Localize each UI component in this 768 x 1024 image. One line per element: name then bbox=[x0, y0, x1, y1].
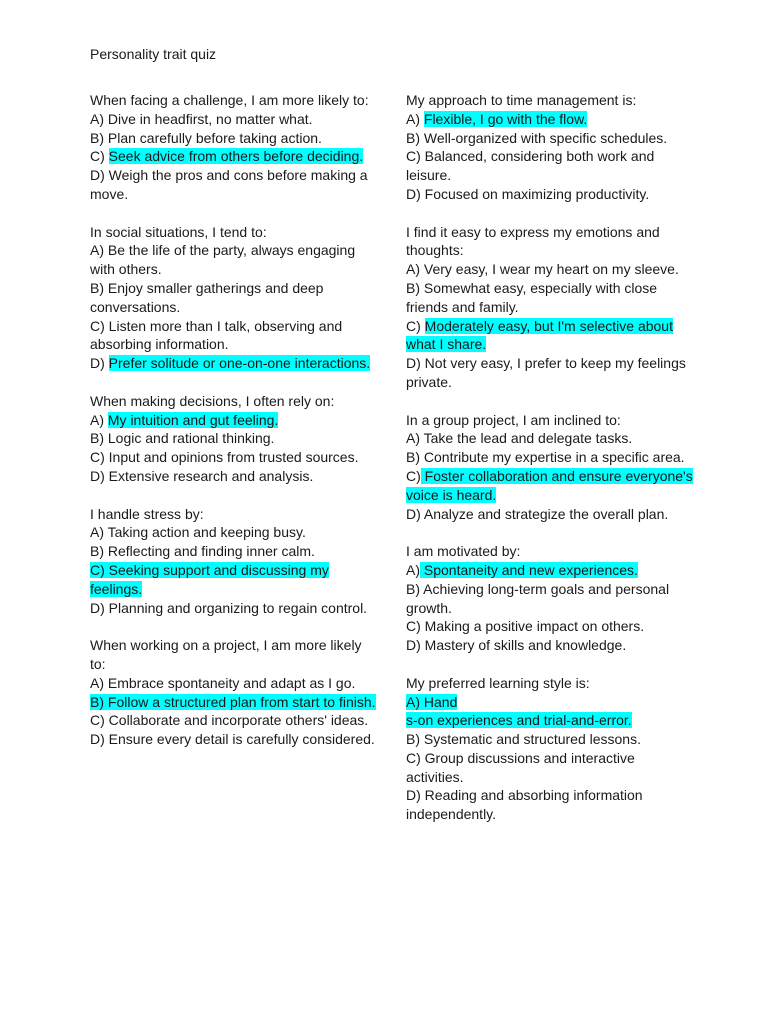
option-prefix: B) bbox=[90, 129, 108, 146]
question-block bbox=[90, 505, 376, 618]
option-prefix: B) bbox=[406, 731, 424, 748]
option-text: Weigh the pros and cons before making a move. bbox=[90, 167, 368, 202]
option-text: Well-organized with specific schedules. bbox=[423, 129, 668, 146]
option-prefix: D) bbox=[406, 185, 425, 202]
question-block bbox=[406, 223, 694, 392]
answer-option-d bbox=[406, 185, 694, 204]
option-text: Collaborate and incorporate others' ideas. bbox=[108, 712, 369, 729]
option-prefix: D) bbox=[406, 637, 425, 654]
option-text: Making a positive impact on others. bbox=[424, 618, 645, 635]
answer-option-a bbox=[406, 693, 694, 731]
answer-option-d bbox=[90, 354, 376, 373]
answer-option-c bbox=[90, 147, 376, 166]
option-prefix: B) bbox=[90, 543, 108, 560]
option-text: Reflecting and finding inner calm. bbox=[107, 543, 315, 560]
answer-option-c bbox=[406, 317, 694, 355]
answer-option-b bbox=[90, 129, 376, 148]
answer-option-c bbox=[90, 711, 376, 730]
option-prefix: A) bbox=[406, 261, 424, 278]
question-text: When making decisions, I often rely on: bbox=[90, 392, 335, 409]
option-text: Contribute my expertise in a specific area. bbox=[423, 449, 685, 466]
answer-option-d bbox=[406, 636, 694, 655]
option-prefix: D) bbox=[90, 599, 109, 616]
option-prefix: B) bbox=[406, 449, 424, 466]
option-prefix: C) bbox=[406, 317, 425, 334]
option-text: Dive in headfirst, no matter what. bbox=[107, 110, 313, 127]
option-text: Achieving long-term goals and personal growth. bbox=[406, 580, 670, 616]
highlighted-option-text: Moderately easy, but I'm selective about what I share. bbox=[406, 317, 673, 353]
quiz-column-right bbox=[406, 91, 694, 843]
answer-option-b bbox=[90, 542, 376, 561]
option-text: Listen more than I talk, observing and absorbing information. bbox=[90, 317, 343, 353]
answer-option-a bbox=[90, 241, 376, 279]
option-text: Somewhat easy, especially with close friends and family. bbox=[406, 279, 658, 315]
option-text: Take the lead and delegate tasks. bbox=[423, 430, 633, 447]
answer-option-c bbox=[406, 617, 694, 636]
answer-option-c bbox=[90, 448, 376, 467]
highlighted-option-text: Seek advice from others before deciding. bbox=[108, 148, 364, 165]
highlighted-option-text: Foster collaboration and ensure everyone's voice is heard. bbox=[406, 467, 693, 503]
answer-option-d bbox=[90, 730, 376, 749]
answer-option-b bbox=[90, 279, 376, 317]
answer-option-a bbox=[90, 523, 376, 542]
option-prefix: B) bbox=[90, 430, 108, 447]
answer-option-c bbox=[406, 467, 694, 505]
option-prefix: D) bbox=[90, 355, 109, 372]
answer-option-a bbox=[406, 429, 694, 448]
question-block bbox=[406, 542, 694, 655]
highlighted-option-text: Flexible, I go with the flow. bbox=[423, 110, 588, 127]
option-prefix: D) bbox=[406, 505, 424, 522]
option-text: Ensure every detail is carefully considered. bbox=[108, 731, 375, 748]
page-title: Personality trait quiz bbox=[90, 46, 217, 62]
option-prefix: D) bbox=[406, 787, 425, 804]
option-prefix: C) bbox=[90, 449, 109, 466]
option-prefix: C) bbox=[90, 148, 109, 165]
question-block bbox=[90, 392, 376, 486]
option-text: Very easy, I wear my heart on my sleeve. bbox=[423, 261, 679, 278]
option-text: Be the life of the party, always engaging with others. bbox=[90, 242, 356, 278]
answer-option-a bbox=[406, 561, 694, 580]
question-text: My preferred learning style is: bbox=[406, 674, 590, 691]
answer-option-b bbox=[406, 730, 694, 749]
question-text: When working on a project, I am more likely to: bbox=[90, 637, 362, 672]
option-text: Reading and absorbing information independently. bbox=[406, 787, 643, 823]
option-prefix: A) bbox=[90, 242, 108, 259]
quiz-column-left bbox=[90, 91, 376, 768]
option-text: Systematic and structured lessons. bbox=[423, 731, 641, 748]
question-block bbox=[90, 91, 376, 204]
option-text: Not very easy, I prefer to keep my feelings private. bbox=[406, 355, 686, 390]
question-text: I handle stress by: bbox=[90, 505, 204, 522]
option-prefix: C) bbox=[90, 712, 109, 729]
option-prefix: D) bbox=[406, 355, 425, 372]
option-text: Group discussions and interactive activities. bbox=[406, 749, 635, 785]
option-text: Analyze and strategize the overall plan. bbox=[423, 505, 669, 522]
option-prefix: C) bbox=[406, 618, 425, 635]
option-prefix: B) bbox=[90, 279, 108, 296]
option-prefix: C) bbox=[406, 148, 425, 165]
question-text: I am motivated by: bbox=[406, 543, 521, 560]
option-text: Taking action and keeping busy. bbox=[107, 524, 306, 541]
option-prefix: A) bbox=[406, 561, 420, 578]
question-block bbox=[406, 674, 694, 824]
option-text: Extensive research and analysis. bbox=[108, 467, 314, 484]
question-text: In a group project, I am inclined to: bbox=[406, 411, 621, 428]
question-text: My approach to time management is: bbox=[406, 92, 637, 108]
option-prefix: A) bbox=[90, 674, 108, 691]
answer-option-d bbox=[90, 599, 376, 618]
option-prefix: B) bbox=[406, 279, 424, 296]
option-prefix: D) bbox=[90, 731, 109, 748]
question-block bbox=[90, 636, 376, 749]
option-text: Enjoy smaller gatherings and deep conversations. bbox=[90, 279, 324, 315]
option-prefix: D) bbox=[90, 167, 109, 184]
answer-option-b bbox=[406, 448, 694, 467]
answer-option-b bbox=[406, 279, 694, 317]
option-prefix: C) bbox=[90, 317, 109, 334]
answer-option-a bbox=[406, 260, 694, 279]
option-text: Plan carefully before taking action. bbox=[107, 129, 322, 146]
option-prefix: D) bbox=[90, 467, 109, 484]
option-prefix: B) bbox=[406, 580, 424, 597]
question-block bbox=[406, 411, 694, 524]
highlighted-option-text: My intuition and gut feeling. bbox=[107, 411, 279, 428]
answer-option-b bbox=[406, 580, 694, 618]
answer-option-a bbox=[90, 110, 376, 129]
option-text: Logic and rational thinking. bbox=[107, 430, 275, 447]
option-text: Embrace spontaneity and adapt as I go. bbox=[107, 674, 356, 691]
question-text: In social situations, I tend to: bbox=[90, 223, 267, 240]
option-prefix: C) bbox=[406, 467, 421, 484]
answer-option-b bbox=[90, 429, 376, 448]
answer-option-c bbox=[90, 317, 376, 355]
answer-option-c bbox=[406, 749, 694, 787]
answer-option-d bbox=[90, 467, 376, 486]
highlighted-option-text: Spontaneity and new experiences. bbox=[420, 561, 638, 578]
option-prefix: C) bbox=[406, 749, 425, 766]
option-prefix: A) bbox=[90, 110, 108, 127]
option-prefix: A) bbox=[90, 524, 108, 541]
highlighted-option-text: A) Hand s-on experiences and trial-and-error. bbox=[406, 693, 632, 729]
highlighted-option-text: C) Seeking support and discussing my feelings. bbox=[90, 561, 329, 597]
answer-option-d bbox=[406, 505, 694, 524]
answer-option-c bbox=[406, 147, 694, 185]
answer-option-a bbox=[90, 411, 376, 430]
answer-option-b bbox=[90, 693, 376, 712]
answer-option-c bbox=[90, 561, 376, 599]
option-prefix: A) bbox=[90, 411, 108, 428]
option-text: Focused on maximizing productivity. bbox=[424, 185, 650, 202]
highlighted-option-text: B) Follow a structured plan from start to finish. bbox=[90, 693, 376, 710]
option-text: Balanced, considering both work and leisure. bbox=[406, 148, 655, 184]
question-text: When facing a challenge, I am more likely to: bbox=[90, 92, 369, 108]
answer-option-d bbox=[406, 786, 694, 824]
option-prefix: B) bbox=[406, 129, 424, 146]
question-block bbox=[90, 223, 376, 373]
answer-option-a bbox=[90, 674, 376, 693]
answer-option-a bbox=[406, 110, 694, 129]
answer-option-d bbox=[406, 354, 694, 392]
highlighted-option-text: Prefer solitude or one-on-one interactions. bbox=[108, 355, 371, 372]
question-text: I find it easy to express my emotions and thoughts: bbox=[406, 223, 660, 259]
option-text: Planning and organizing to regain control. bbox=[108, 599, 368, 616]
option-prefix: A) bbox=[406, 110, 424, 127]
option-text: Input and opinions from trusted sources. bbox=[108, 449, 359, 466]
option-prefix: A) bbox=[406, 430, 424, 447]
answer-option-b bbox=[406, 129, 694, 148]
answer-option-d bbox=[90, 166, 376, 204]
question-block bbox=[406, 91, 694, 204]
option-text: Mastery of skills and knowledge. bbox=[424, 637, 627, 654]
